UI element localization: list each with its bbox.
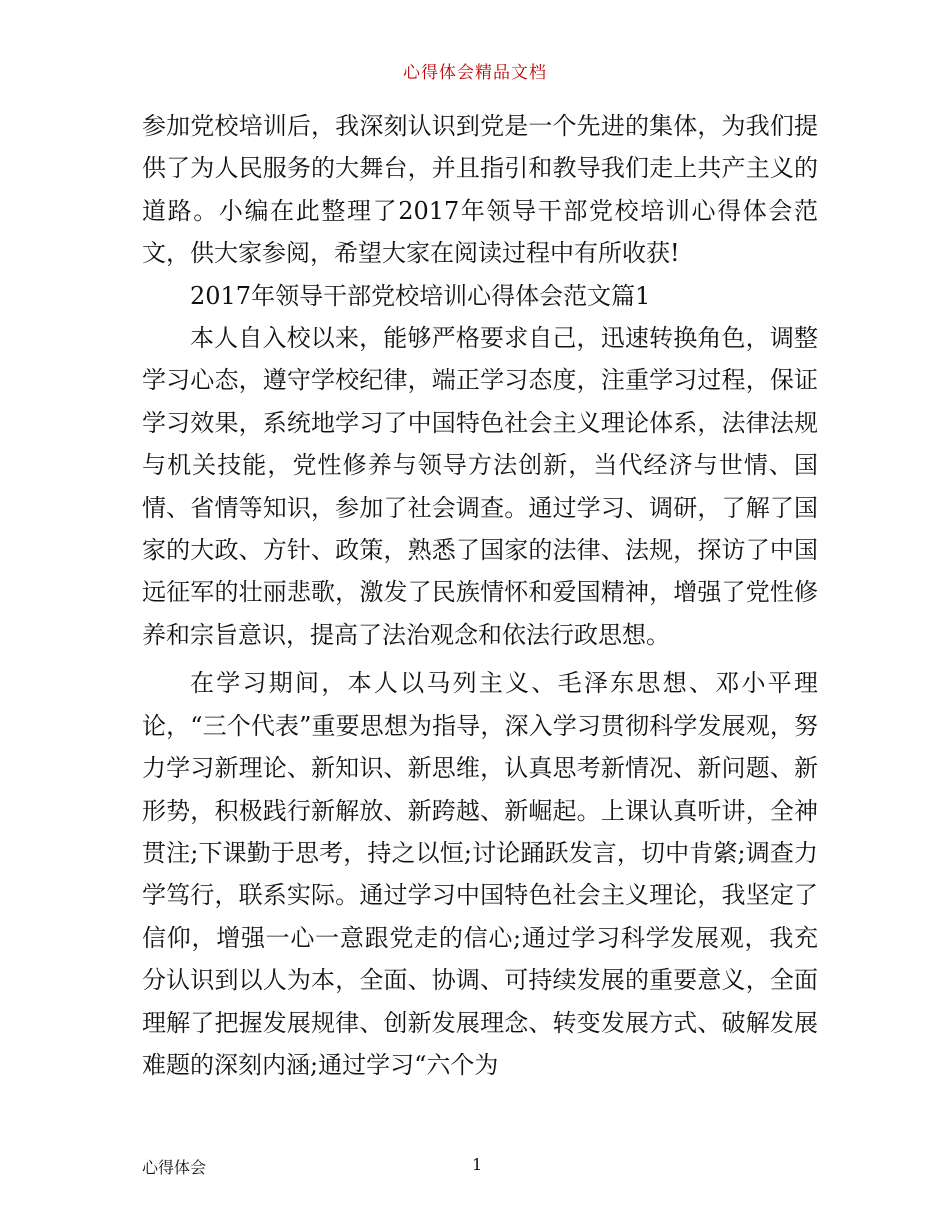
document-body: [142, 105, 818, 1086]
page-header-title: 心得体会精品文档: [403, 63, 547, 83]
footer-label: 心得体会: [142, 1158, 207, 1177]
page-number: 1: [472, 1155, 483, 1174]
section-title: 2017年领导干部党校培训心得体会范文篇1: [190, 281, 651, 310]
body-paragraph: 本人自入校以来，能够严格要求自己，迅速转换角色，调整学习心态，遵守学校纪律，端正学习态度，注重学习过程，保证学习效果，系统地学习了中国特色社会主义理论体系，法律法规与机关技能，党性修养与领导方法创新，当代经济与世情、国情、省情等知识，参加了社会调查。通过学习、调研，了解了国家的大政、方针、政策，熟悉了国家的法律、法规，探访了中国远征军的壮丽悲歌，激发了民族情怀和爱国精神，增强了党性修养和宗旨意识，提高了法治观念和依法行政思想。: [142, 324, 818, 649]
intro-paragraph: 参加党校培训后，我深刻认识到党是一个先进的集体，为我们提供了为人民服务的大舞台，并且指引和教导我们走上共产主义的道路。小编在此整理了2017年领导干部党校培训心得体会范文，供大家参阅，希望大家在阅读过程中有所收获!: [142, 112, 818, 268]
body-paragraph: 在学习期间，本人以马列主义、毛泽东思想、邓小平理论，“三个代表”重要思想为指导，深入学习贯彻科学发展观，努力学习新理论、新知识、新思维，认真思考新情况、新问题、新形势，积极践行新解放、新跨越、新崛起。上课认真听讲，全神贯注;下课勤于思考，持之以恒;讨论踊跃发言，切中肯綮;调查力学笃行，联系实际。通过学习中国特色社会主义理论，我坚定了信仰，增强一心一意跟党走的信心;通过学习科学发展观，我充分认识到以人为本，全面、协调、可持续发展的重要意义，全面理解了把握发展规律、创新发展理念、转变发展方式、破解发展难题的深刻内涵;通过学习“六个为: [142, 669, 818, 1079]
